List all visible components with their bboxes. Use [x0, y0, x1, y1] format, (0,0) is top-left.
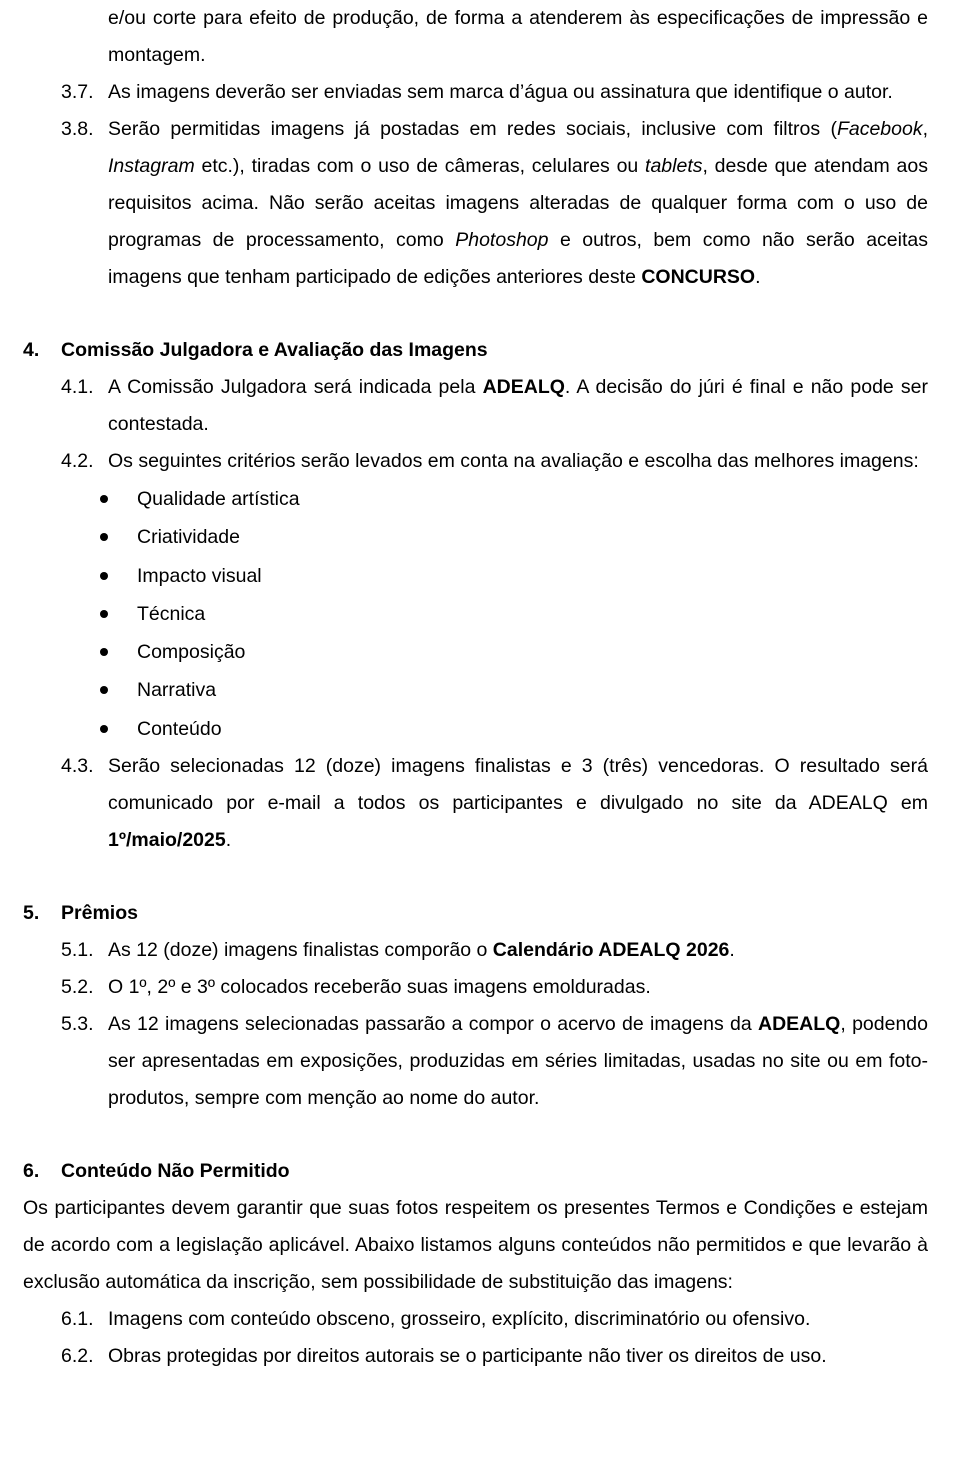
clause-3-6-continuation: e/ou corte para efeito de produção, de forma a atenderem às especificações de impressão e montagem. — [108, 7, 928, 66]
section-number: 5. — [23, 902, 40, 925]
clause-4-3: 4.3. Serão selecionadas 12 (doze) imagens finalistas e 3 (três) vencedoras. O resultado será comunicado por e-mail a todos os participantes e divulgado no site da ADEALQ em 1º/maio/2025. — [0, 748, 980, 859]
section-number: 6. — [23, 1160, 40, 1183]
section-4-heading — [0, 332, 980, 369]
section-number: 4. — [23, 339, 40, 361]
clause-4-1: 4.1. A Comissão Julgadora será indicada pela ADEALQ. A decisão do júri é final e não pode ser contestada. — [0, 369, 980, 443]
bullet-icon — [100, 648, 108, 656]
list-item: Conteúdo — [0, 710, 980, 748]
list-item: Qualidade artística — [0, 480, 980, 518]
clause-5-3: 5.3. As 12 imagens selecionadas passarão a compor o acervo de imagens da ADEALQ, podendo ser apresentadas em exposições, produzidas em séries limitadas, usadas no site ou em foto-produtos, sempre com menção ao nome do autor. — [0, 1006, 980, 1117]
clause-text: Os seguintes critérios serão levados em conta na avaliação e escolha das melhores imagens: — [108, 450, 919, 472]
bullet-icon — [100, 572, 108, 580]
clause-number: 5.1. — [61, 939, 94, 962]
bullet-icon — [100, 686, 108, 694]
bullet-icon — [100, 725, 108, 733]
clause-number: 3.8. — [61, 118, 94, 140]
clause-text: O 1º, 2º e 3º colocados receberão suas imagens emolduradas. — [108, 976, 651, 999]
clause-text: Imagens com conteúdo obsceno, grosseiro, explícito, discriminatório ou ofensivo. — [108, 1308, 811, 1331]
list-item: Impacto visual — [0, 557, 980, 595]
list-item: Narrativa — [0, 671, 980, 709]
bullet-icon — [100, 495, 108, 503]
clause-6-1 — [0, 1301, 980, 1338]
clause-number: 3.7. — [61, 81, 94, 103]
bullet-icon — [100, 533, 108, 541]
clause-4-2 — [0, 443, 980, 480]
clause-text: Obras protegidas por direitos autorais se o participante não tiver os direitos de uso. — [108, 1345, 827, 1368]
section-title: Prêmios — [61, 902, 138, 925]
clause-5-1: 5.1. As 12 (doze) imagens finalistas comporão o Calendário ADEALQ 2026. — [0, 932, 980, 969]
section-5-heading — [0, 895, 980, 932]
criteria-list — [0, 480, 980, 748]
clause-number: 6.2. — [61, 1345, 94, 1368]
clause-5-2 — [0, 969, 980, 1006]
clause-3-7 — [0, 74, 980, 111]
clause-number: 6.1. — [61, 1308, 94, 1331]
clause-3-8: 3.8. Serão permitidas imagens já postadas em redes sociais, inclusive com filtros (Facebook, Instagram etc.), tiradas com o uso de câmeras, celulares ou tablets, desde que atendam aos requisitos acima. Não serão aceitas imagens alteradas de qualquer forma com o uso de programas de processamento, como Photoshop e outros, bem como não serão aceitas imagens que tenham participado de edições anteriores deste CONCURSO. — [0, 111, 980, 296]
clause-number: 4.3. — [61, 755, 94, 778]
clause-number: 5.2. — [61, 976, 94, 999]
clause-number: 5.3. — [61, 1013, 94, 1036]
list-item: Criatividade — [0, 518, 980, 556]
section-title: Conteúdo Não Permitido — [61, 1160, 290, 1183]
section-6-intro: Os participantes devem garantir que suas fotos respeitem os presentes Termos e Condições e estejam de acordo com a legislação aplicável. Abaixo listamos alguns conteúdos não permitidos e que levarão à exclusão automática da inscrição, sem possibilidade de substituição das imagens: — [23, 1197, 928, 1294]
clause-number: 4.2. — [61, 450, 94, 472]
bullet-icon — [100, 610, 108, 618]
section-6-heading — [0, 1153, 980, 1190]
clause-number: 4.1. — [61, 376, 94, 398]
clause-6-2 — [0, 1338, 980, 1375]
list-item: Técnica — [0, 595, 980, 633]
list-item: Composição — [0, 633, 980, 671]
section-title: Comissão Julgadora e Avaliação das Imagens — [61, 339, 488, 361]
clause-text: As imagens deverão ser enviadas sem marca d’água ou assinatura que identifique o autor. — [108, 81, 893, 103]
